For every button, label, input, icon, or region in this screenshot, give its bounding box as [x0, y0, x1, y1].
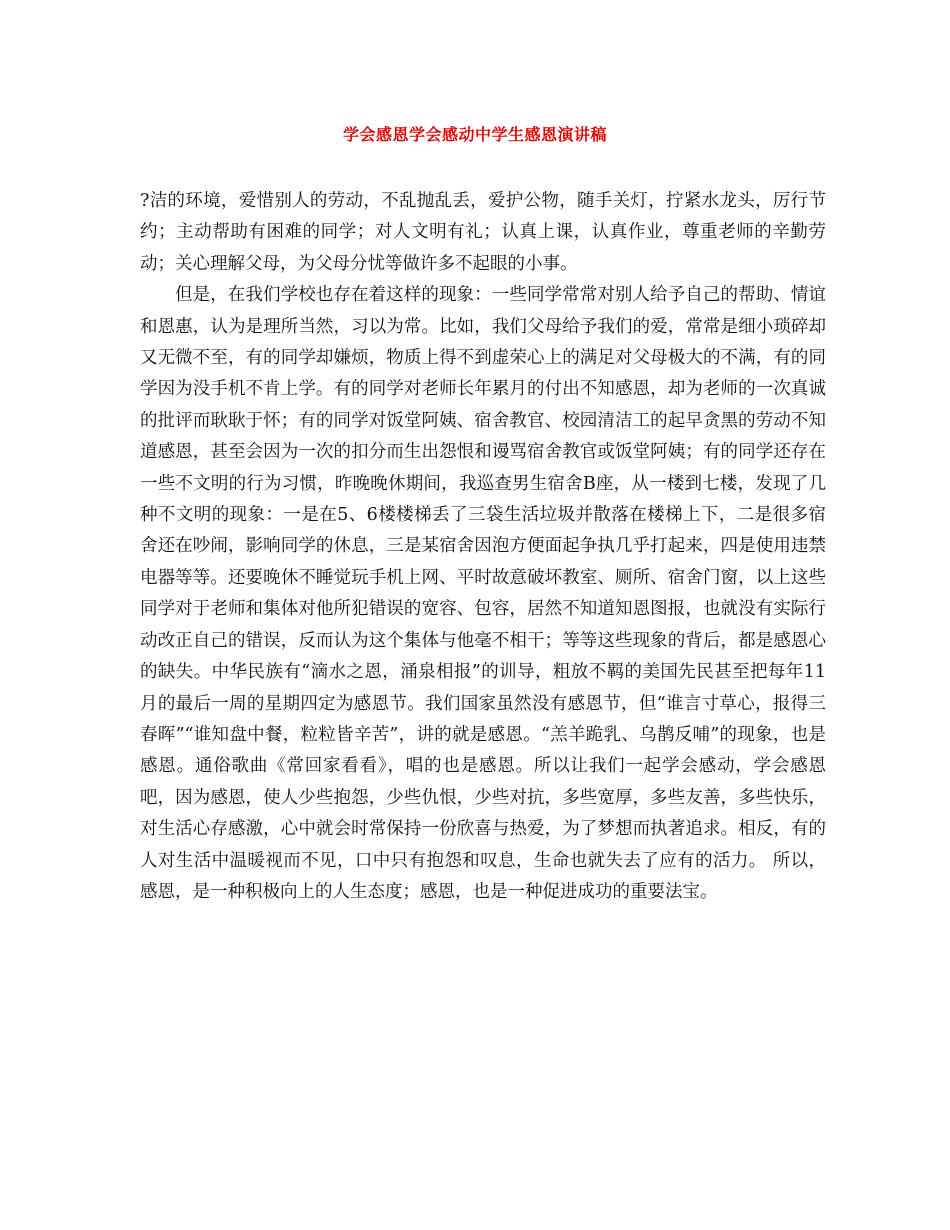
paragraph-1: ?洁的环境，爱惜别人的劳动，不乱抛乱丢，爱护公物，随手关灯，拧紧水龙头，厉行节约；主动帮助有困难的同学；对人文明有礼；认真上课，认真作业，尊重老师的辛勤劳动；关心理解父母，为父母分忧等做许多不起眼的小事。: [140, 191, 826, 274]
document-title: 学会感恩学会感动中学生感恩演讲稿: [342, 125, 607, 144]
document-body: [140, 186, 826, 908]
paragraph-2: 但是，在我们学校也存在着这样的现象：一些同学常常对别人给予自己的帮助、情谊和恩惠，认为是理所当然，习以为常。比如，我们父母给予我们的爱，常常是细小琐碎却又无微不至，有的同学却嫌烦，物质上得不到虚荣心上的满足对父母极大的不满，有的同学因为没手机不肯上学。有的同学对老师长年累月的付出不知感恩，却为老师的一次真诚的批评而耿耿于怀；有的同学对饭堂阿姨、宿舍教官、校园清洁工的起早贪黑的劳动不知道感恩，甚至会因为一次的扣分而生出怨恨和谩骂宿舍教官或饭堂阿姨；有的同学还存在一些不文明的行为习惯，昨晚晚休期间，我巡查男生宿舍B座，从一楼到七楼，发现了几种不文明的现象：一是在5、6楼楼梯丢了三袋生活垃圾并散落在楼梯上下，二是很多宿舍还在吵闹，影响同学的休息，三是某宿舍因泡方便面起争执几乎打起来，四是使用违禁电器等等。还要晚休不睡觉玩手机上网、平时故意破坏教室、厕所、宿舍门窗，以上这些同学对于老师和集体对他所犯错误的宽容、包容，居然不知道知恩图报，也就没有实际行动改正自己的错误，反而认为这个集体与他毫不相干；等等这些现象的背后，都是感恩心的缺失。中华民族有“滴水之恩，涌泉相报”的训导，粗放不羁的美国先民甚至把每年11月的最后一周的星期四定为感恩节。我们国家虽然没有感恩节，但“谁言寸草心，报得三春晖”“谁知盘中餐，粒粒皆辛苦”，讲的就是感恩。“羔羊跪乳、乌鹊反哺”的现象，也是感恩。通俗歌曲《常回家看看》，唱的也是感恩。所以让我们一起学会感动，学会感恩吧，因为感恩，使人少些抱怨，少些仇恨，少些对抗，多些宽厚，多些友善，多些快乐，对生活心存感激，心中就会时常保持一份欣喜与热爱，为了梦想而执著追求。相反，有的人对生活中温暖视而不见，口中只有抱怨和叹息，生命也就失去了应有的活力。 所以，感恩，是一种积极向上的人生态度；感恩，也是一种促进成功的重要法宝。: [140, 285, 826, 902]
